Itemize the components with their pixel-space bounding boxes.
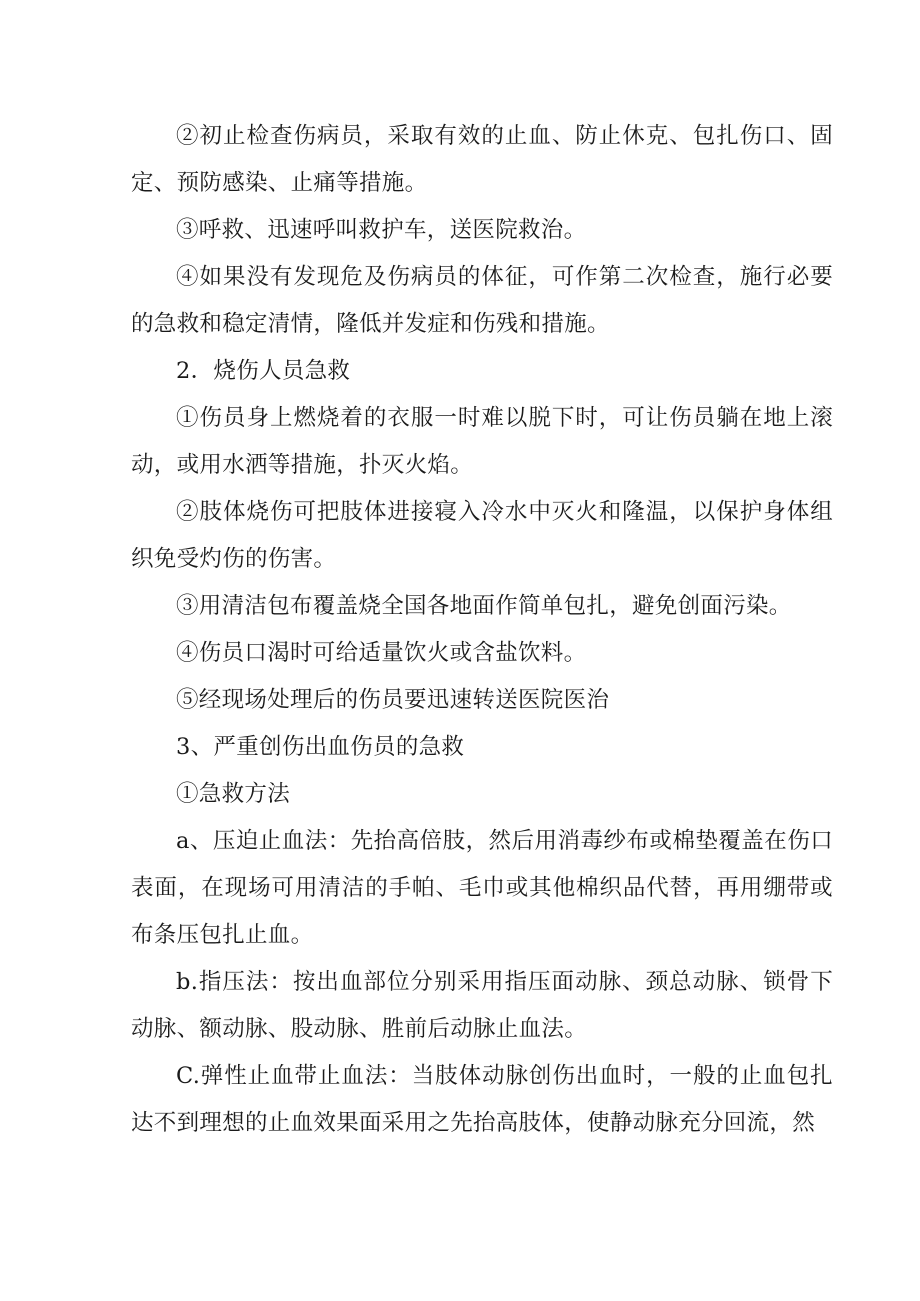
paragraph-compression-method: a、压迫止血法：先抬高倍肢，然后用消毒纱布或棉垫覆盖在伤口表面，在现场可用清洁的手帕、毛巾或其他棉织品代替，再用绷带或布条压包扎止血。 — [131, 828, 833, 948]
paragraph-call-ambulance: ③呼救、迅速呼叫救护车，送医院救治。 — [176, 217, 587, 243]
section-heading-bleeding-first-aid: 3、严重创伤出血伤员的急救 — [176, 734, 465, 760]
paragraph-first-aid-check: ②初止检查伤病员，采取有效的止血、防止休克、包扎伤口、固定、预防感染、止痛等措施。 — [131, 123, 833, 196]
document-body — [131, 113, 833, 1147]
paragraph-thirst: ④伤员口渴时可给适量饮火或含盐饮料。 — [176, 640, 587, 666]
paragraph-tourniquet-method: C.弹性止血带止血法：当肢体动脉创伤出血时，一般的止血包扎达不到理想的止血效果面采用之先抬高肢体，使静动脉充分回流，然 — [131, 1063, 833, 1136]
paragraph-cover-wound: ③用清洁包布覆盖烧全国各地面作简单包扎，避免创面污染。 — [176, 593, 792, 619]
paragraph-transfer-hospital: ⑤经现场处理后的伤员要迅速转送医院医治 — [176, 687, 610, 713]
paragraph-cold-water: ②肢体烧伤可把肢体进接寝入冷水中灭火和隆温，以保护身体组织免受灼伤的伤害。 — [131, 499, 833, 572]
subheading-first-aid-methods: ①急救方法 — [176, 781, 291, 807]
paragraph-extinguish-clothing: ①伤员身上燃烧着的衣服一时难以脱下时，可让伤员躺在地上滚动，或用水洒等措施，扑灭火焰。 — [131, 405, 833, 478]
section-heading-burn-first-aid: 2．烧伤人员急救 — [176, 358, 351, 384]
paragraph-finger-pressure-method: b.指压法：按出血部位分别采用指压面动脉、颈总动脉、锁骨下动脉、额动脉、股动脉、胜前后动脉止血法。 — [131, 969, 833, 1042]
paragraph-second-check: ④如果没有发现危及伤病员的体征，可作第二次检查，施行必要的急救和稳定清情，隆低并发症和伤残和措施。 — [131, 264, 833, 337]
